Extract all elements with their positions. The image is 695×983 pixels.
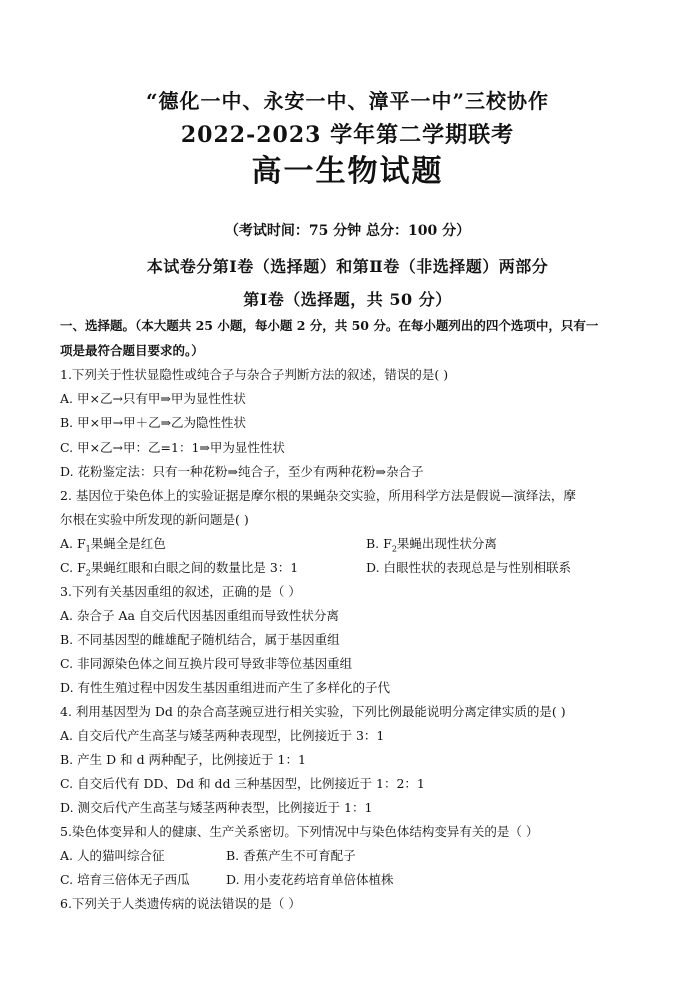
- q3-option-c: C. 非同源染色体之间互换片段可导致非等位基因重组: [60, 656, 353, 671]
- q4-option-c: C. 自交后代有 DD、Dd 和 dd 三种基因型，比例接近于 1：2：1: [60, 776, 425, 791]
- q5-option-c: C. 培育三倍体无子西瓜: [60, 872, 190, 887]
- q4-option-d: D. 测交后代产生高茎与矮茎两种表型，比例接近于 1：1: [60, 800, 373, 815]
- section-instruction-line1: 一、选择题。（本大题共 25 小题，每小题 2 分，共 50 分。在每小题列出的四个选项中，只有一: [60, 318, 599, 333]
- q2-stem-line2: 尔根在实验中所发现的新问题是( ): [60, 512, 249, 527]
- q5-option-b: B. 香蕉产生不可育配子: [226, 848, 356, 863]
- schools-heading: “德化一中、永安一中、漳平一中”三校协作: [145, 89, 549, 113]
- q2-stem-line1: 2. 基因位于染色体上的实验证据是摩尔根的果蝇杂交实验，所用科学方法是假说—演绎法，摩: [60, 488, 576, 503]
- q4-stem: 4. 利用基因型为 Dd 的杂合高茎豌豆进行相关实验，下列比例最能说明分离定律实质的是( ): [60, 704, 566, 719]
- exam-info: （考试时间：75 分钟 总分：100 分）: [224, 223, 471, 239]
- term-heading: 2022-2023 学年第二学期联考: [180, 122, 515, 148]
- q4-option-b: B. 产生 D 和 d 两种配子，比例接近于 1：1: [60, 752, 306, 767]
- q1-option-d: D. 花粉鉴定法：只有一种花粉⇒纯合子，至少有两种花粉⇒杂合子: [60, 464, 424, 479]
- q1-stem: 1.下列关于性状显隐性或纯合子与杂合子判断方法的叙述，错误的是( ): [60, 367, 449, 382]
- q5-stem: 5.染色体变异和人的健康、生产关系密切。下列情况中与染色体结构变异有关的是（ ）: [60, 824, 539, 839]
- q6-stem: 6.下列关于人类遗传病的说法错误的是（ ）: [60, 896, 301, 911]
- q2-option-b: B. $F_2$果蝇出现性状分离: [366, 536, 497, 554]
- part1-heading: 第Ⅰ卷（选择题，共 50 分）: [243, 290, 452, 309]
- q3-option-b: B. 不同基因型的雌雄配子随机结合，属于基因重组: [60, 632, 340, 647]
- q2-option-c: C. $F_2$果蝇红眼和白眼之间的数量比是 3：1: [60, 560, 299, 578]
- q3-option-d: D. 有性生殖过程中因发生基因重组进而产生了多样化的子代: [60, 680, 391, 695]
- q1-option-a: A. 甲×乙→只有甲⇒甲为显性性状: [60, 391, 246, 406]
- section-instruction-line2: 项是最符合题目要求的。）: [60, 343, 204, 358]
- page-title: 高一生物试题: [251, 154, 444, 189]
- q2-option-d: D. 白眼性状的表现总是与性别相联系: [366, 560, 572, 575]
- q3-stem: 3.下列有关基因重组的叙述，正确的是（ ）: [60, 584, 301, 599]
- q1-option-c: C. 甲×乙→甲：乙=1：1⇒甲为显性性状: [60, 440, 285, 455]
- paper-structure: 本试卷分第Ⅰ卷（选择题）和第Ⅱ卷（非选择题）两部分: [146, 257, 549, 276]
- q5-option-d: D. 用小麦花药培育单倍体植株: [226, 872, 394, 887]
- q1-option-b: B. 甲×甲→甲＋乙⇒乙为隐性性状: [60, 415, 247, 430]
- q3-option-a: A. 杂合子 Aa 自交后代因基因重组而导致性状分离: [60, 608, 339, 623]
- q5-option-a: A. 人的猫叫综合征: [60, 848, 165, 863]
- q2-option-a: A. $F_1$果蝇全是红色: [60, 536, 166, 554]
- q4-option-a: A. 自交后代产生高茎与矮茎两种表现型，比例接近于 3：1: [60, 728, 385, 743]
